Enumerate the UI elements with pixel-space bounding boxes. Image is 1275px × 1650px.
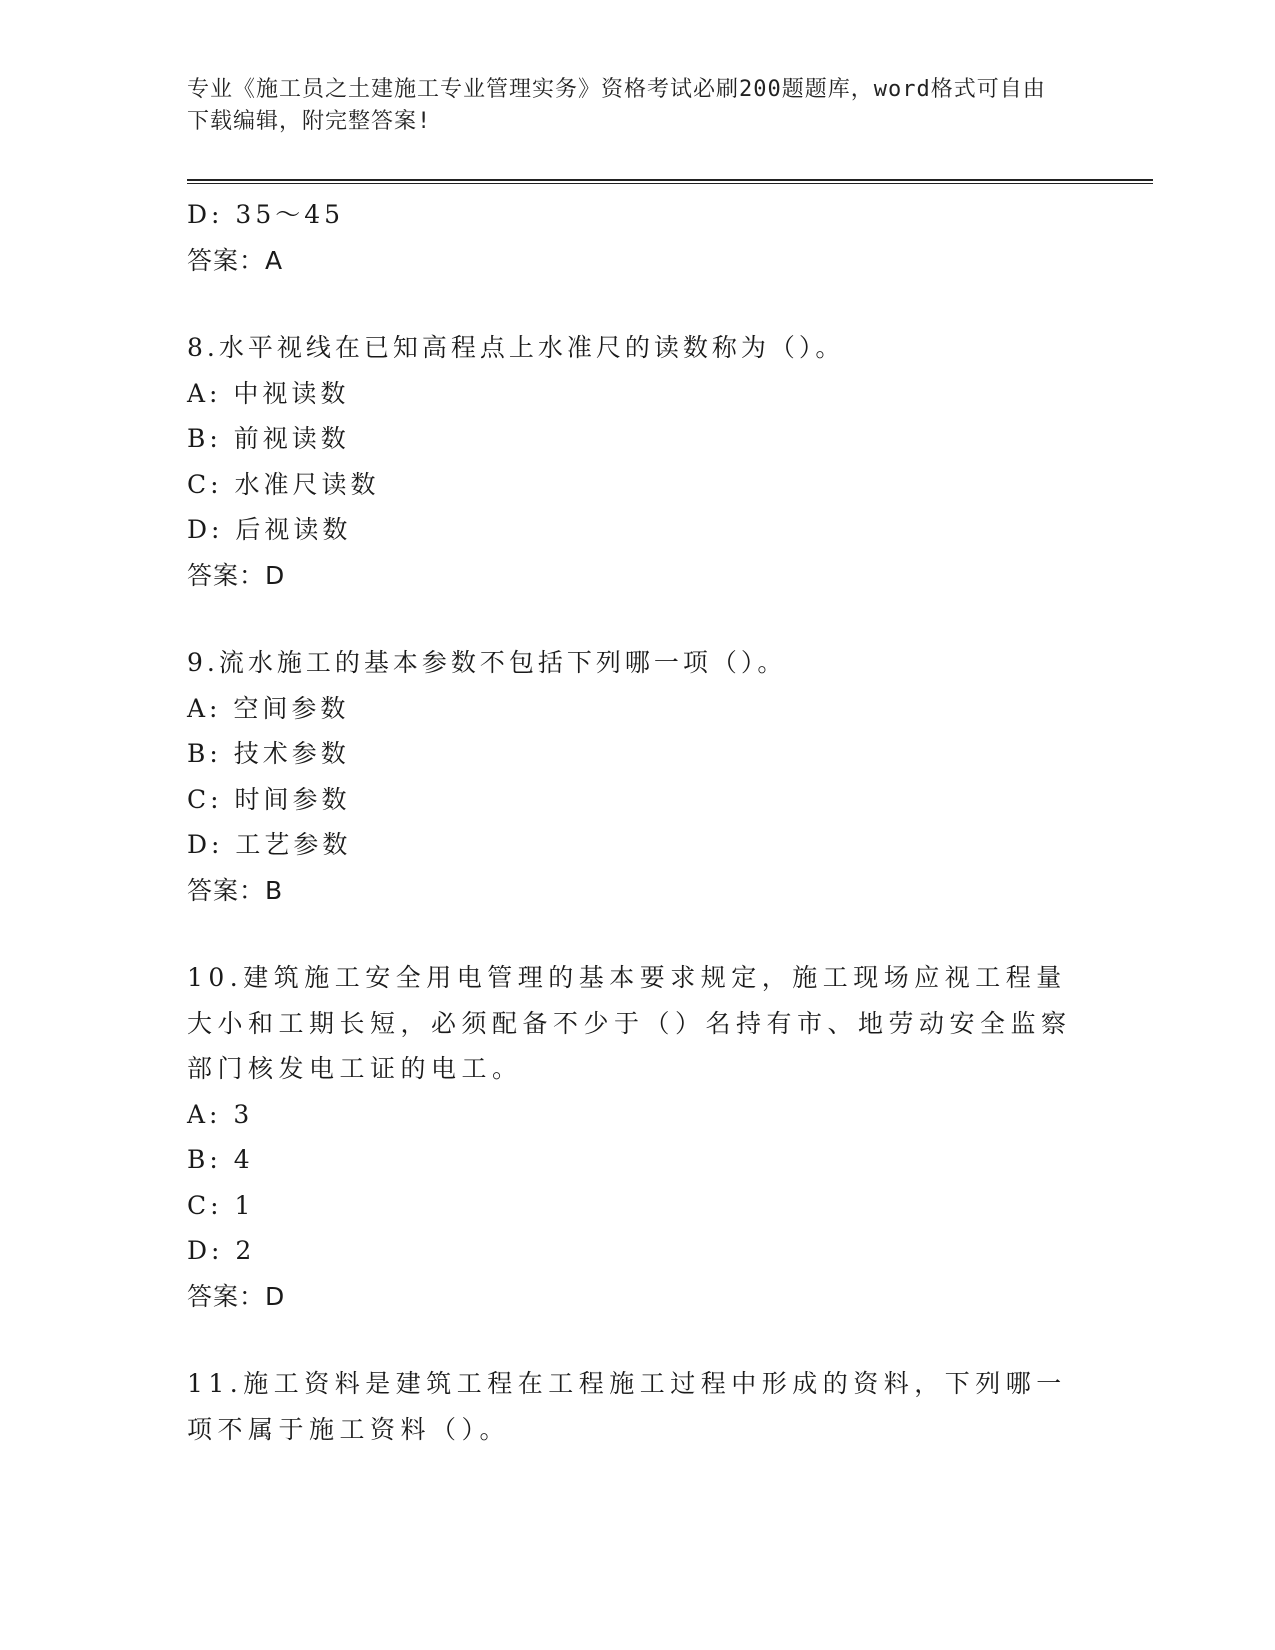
header-divider-thin: [187, 183, 1153, 184]
q10-option-c: C: 1: [187, 1190, 255, 1220]
q8-option-c: C: 水准尺读数: [187, 469, 380, 499]
spacer: [187, 598, 1087, 640]
q8-answer: 答案：D: [187, 560, 286, 590]
q10-option-b: B: 4: [187, 1145, 254, 1174]
q8-stem: 8.水平视线在已知高程点上水准尺的读数称为（）。: [187, 333, 845, 362]
q9-stem: 9.流水施工的基本参数不包括下列哪一项（）。: [187, 648, 787, 677]
spacer: [187, 283, 1087, 325]
q10-stem: 10.建筑施工安全用电管理的基本要求规定，施工现场应视工程量大小和工期长短，必须配备不少于（）名持有市、地劳动安全监察部门核发电工证的电工。: [187, 963, 1072, 1083]
q9-option-c: C: 时间参数: [187, 784, 351, 814]
q9-option-d: D: 工艺参数: [187, 830, 352, 859]
question-list: [187, 192, 1087, 1452]
q9-option-a: A: 空间参数: [187, 693, 350, 723]
header-divider-thick: [187, 179, 1153, 181]
q8-option-a: A: 中视读数: [187, 378, 350, 408]
spacer: [187, 913, 1087, 955]
q7-answer: 答案：A: [187, 245, 284, 275]
q10-option-a: A: 3: [187, 1099, 254, 1129]
spacer: [187, 1319, 1087, 1361]
q8-option-b: B: 前视读数: [187, 424, 350, 453]
q10-answer: 答案：D: [187, 1281, 286, 1311]
q7-option-d: D: 35～45: [187, 200, 345, 229]
page-header-title: 专业《施工员之土建施工专业管理实务》资格考试必刷200题题库，word格式可自由下载编辑，附完整答案!: [187, 77, 1046, 134]
q9-answer: 答案：B: [187, 875, 284, 905]
q9-option-b: B: 技术参数: [187, 739, 350, 768]
q10-option-d: D: 2: [187, 1236, 256, 1265]
q8-option-d: D: 后视读数: [187, 515, 352, 544]
q11-stem: 11.施工资料是建筑工程在工程施工过程中形成的资料，下列哪一项不属于施工资料（）。: [187, 1369, 1067, 1444]
